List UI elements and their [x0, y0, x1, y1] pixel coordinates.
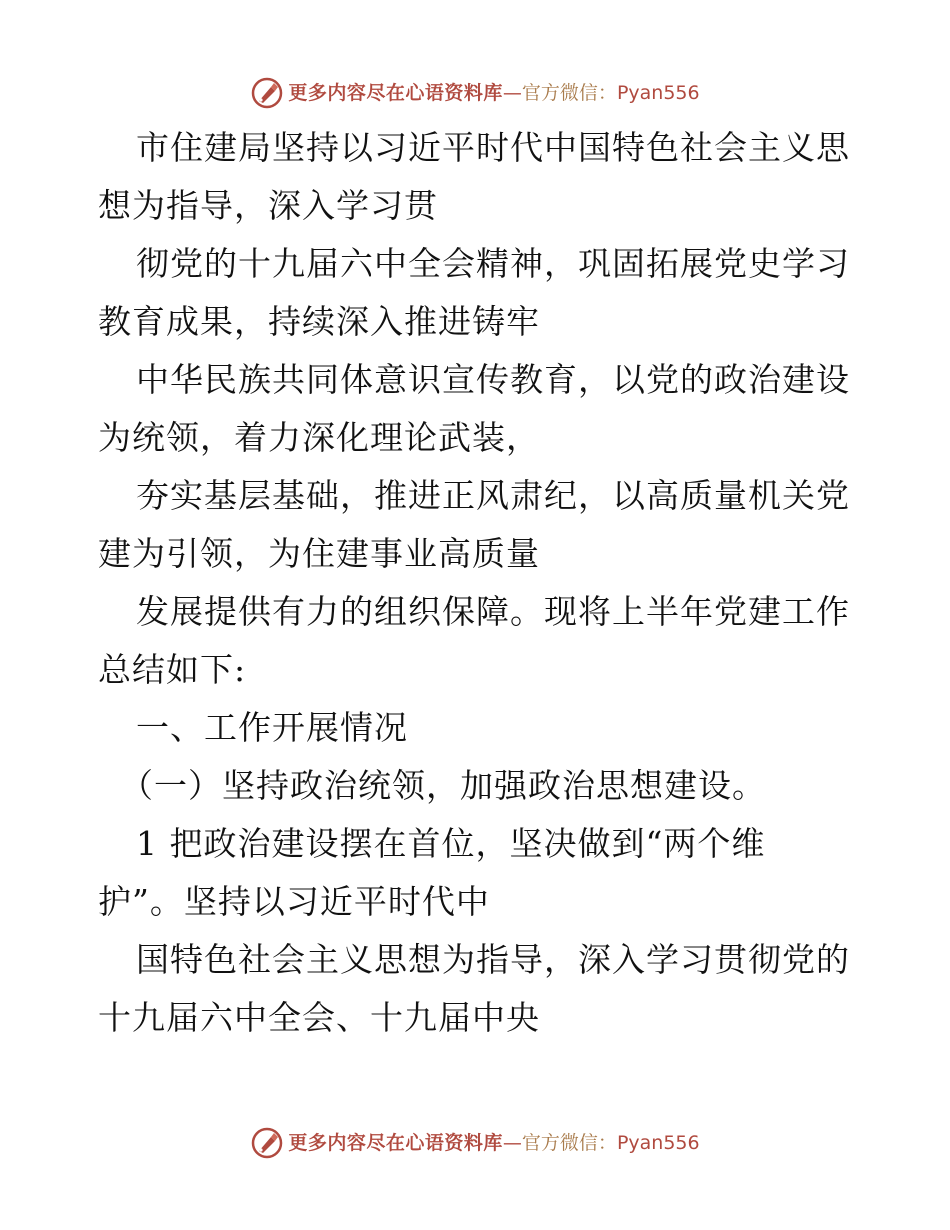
watermark-contact-label: 官方微信： — [521, 1132, 617, 1154]
text-line: 总结如下: — [98, 650, 247, 689]
text-line: 想为指导，深入学习贯 — [98, 186, 438, 225]
section-heading: 一、工作开展情况 — [136, 708, 408, 747]
footer-watermark — [0, 1126, 950, 1160]
text-line: 国特色社会主义思想为指导，深入学习贯彻党的 — [136, 940, 850, 979]
text-line: 夯实基层基础，推进正风肃纪，以高质量机关党 — [136, 476, 850, 515]
pen-logo-icon — [250, 1126, 284, 1160]
text-line: 教育成果，持续深入推进铸牢 — [98, 302, 540, 341]
watermark-contact-label: 官方微信： — [521, 82, 617, 104]
header-watermark — [0, 76, 950, 110]
text-line: 为统领，着力深化理论武装， — [98, 418, 540, 457]
text-line: 彻党的十九届六中全会精神，巩固拓展党史学习 — [136, 244, 850, 283]
pen-logo-icon — [250, 76, 284, 110]
watermark-brand: 更多内容尽在心语资料库 — [288, 82, 503, 104]
text-line: 十九届六中全会、十九届中央 — [98, 998, 540, 1037]
text-line: 市住建局坚持以习近平时代中国特色社会主义思 — [136, 128, 850, 167]
subsection-heading: （一）坚持政治统领，加强政治思想建设。 — [120, 766, 766, 805]
text-line: 建为引领，为住建事业高质量 — [98, 534, 540, 573]
text-line: 发展提供有力的组织保障。现将上半年党建工作 — [136, 592, 850, 631]
watermark-separator: — — [502, 1132, 522, 1154]
watermark-wechat-id: Pyan556 — [616, 82, 700, 104]
watermark-separator: — — [502, 82, 522, 104]
text-line: 1 把政治建设摆在首位，坚决做到“两个维 — [136, 824, 766, 863]
text-line: 护”。坚持以习近平时代中 — [98, 882, 490, 921]
text-line: 中华民族共同体意识宣传教育，以党的政治建设 — [136, 360, 850, 399]
watermark-brand: 更多内容尽在心语资料库 — [288, 1132, 503, 1154]
watermark-wechat-id: Pyan556 — [616, 1132, 700, 1154]
